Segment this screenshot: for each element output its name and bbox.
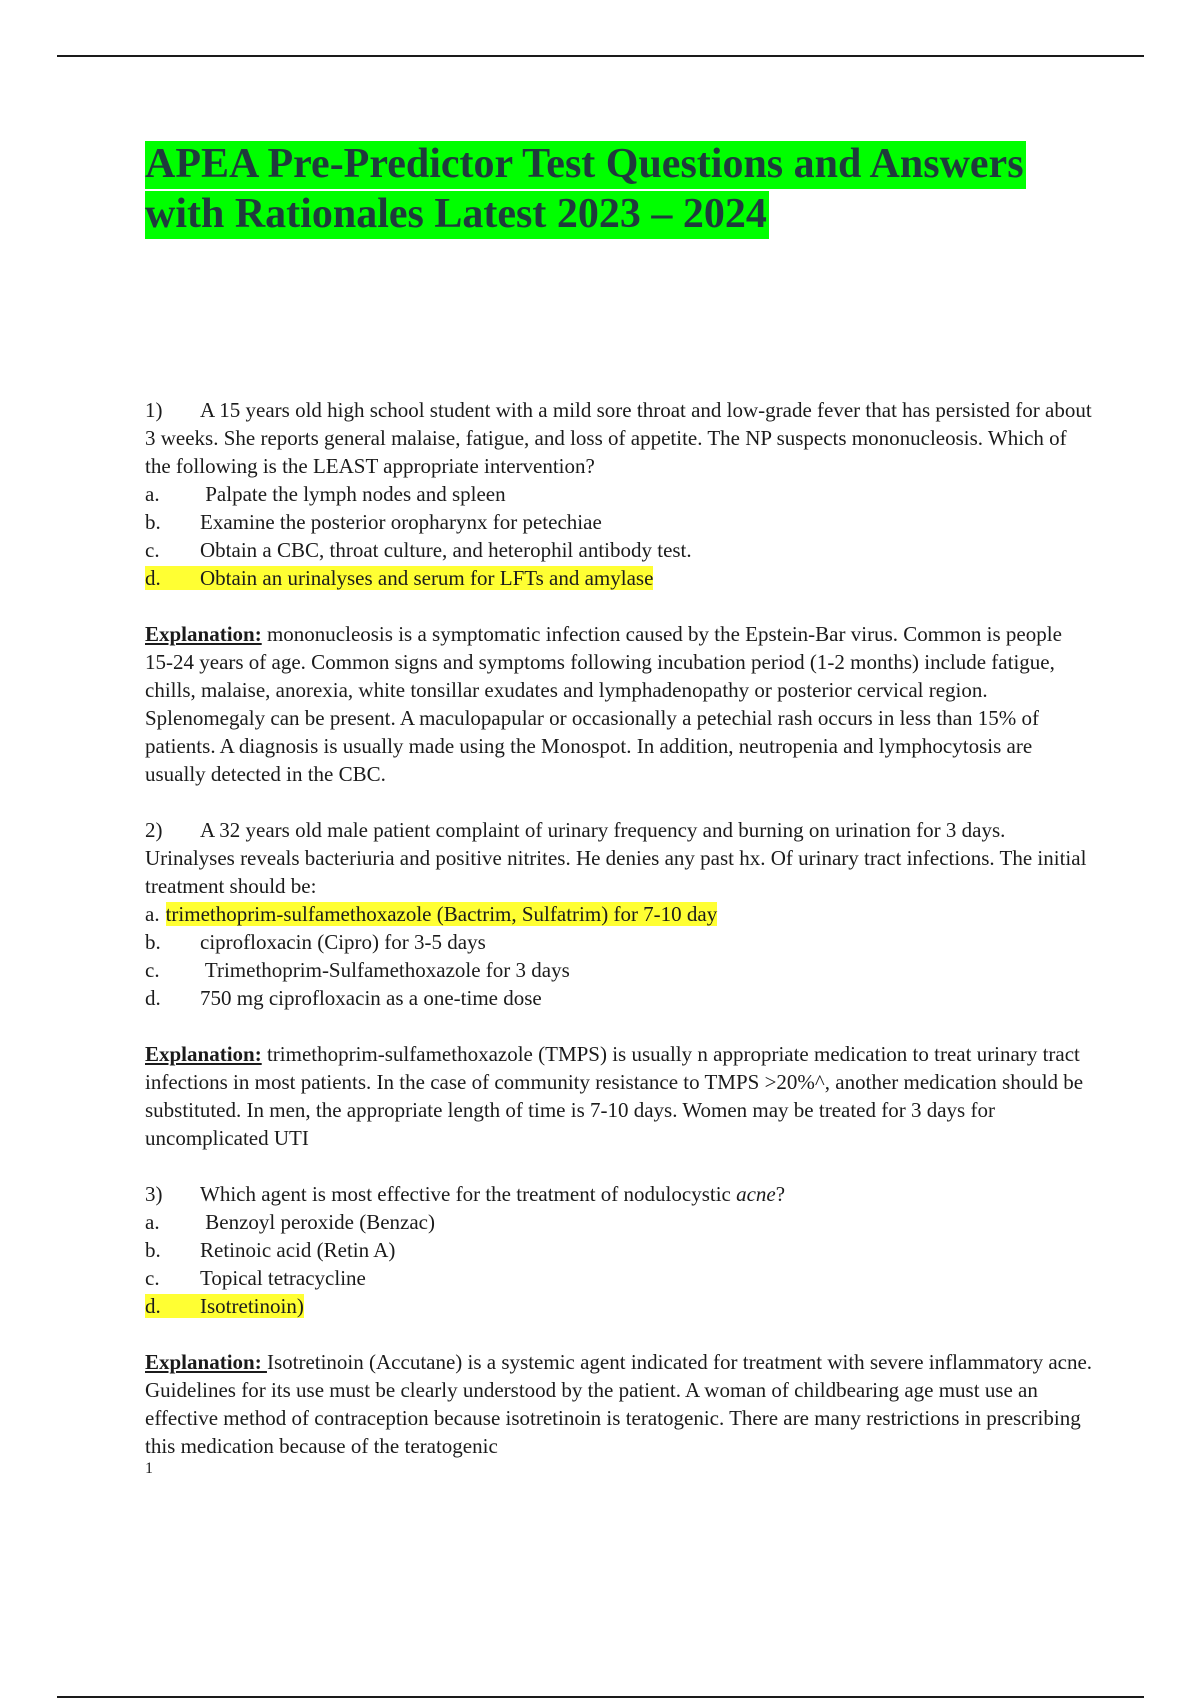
option-a: a. Palpate the lymph nodes and spleen [145, 482, 506, 506]
explanation-text: Isotretinoin (Accutane) is a systemic agent indicated for treatment with severe inflammatory acne. Guidelines for its use must be clearly understood by the patient. A woman of childbearing age must use an effective method of contraception because isotretinoin is teratogenic. There are many restrictions in prescribing this medication because of the teratogenic [145, 1350, 1093, 1458]
bottom-rule [57, 1696, 1144, 1698]
document-title [145, 139, 1105, 239]
option-d: d. 750 mg ciprofloxacin as a one-time dose [145, 986, 542, 1010]
question-stem [145, 816, 1095, 900]
explanation [145, 1040, 1095, 1152]
question-stem [145, 396, 1095, 480]
question-1 [145, 396, 1095, 788]
option-a: a. Benzoyl peroxide (Benzac) [145, 1210, 435, 1234]
page-number: 1 [145, 1460, 153, 1477]
explanation-text: trimethoprim-sulfamethoxazole (TMPS) is usually n appropriate medication to treat urinary tract infections in most patients. In the case of community resistance to TMPS >20%^, another medication should be substituted. In men, the appropriate length of time is 7-10 days. Women may be treated for 3 days for uncomplicated UTI [145, 1042, 1084, 1150]
option-c: c. Trimethoprim-Sulfamethoxazole for 3 days [145, 958, 570, 982]
question-stem: 3) Which agent is most effective for the treatment of nodulocystic acne? [145, 1182, 786, 1206]
explanation [145, 1348, 1095, 1460]
question-number: 3) [145, 1182, 163, 1206]
top-rule [57, 55, 1144, 57]
explanation [145, 620, 1095, 788]
explanation-label: Explanation: [145, 622, 262, 646]
option-b: b. Retinoic acid (Retin A) [145, 1238, 396, 1262]
option-b: b. ciprofloxacin (Cipro) for 3-5 days [145, 930, 486, 954]
option-c: c. Topical tetracycline [145, 1266, 366, 1290]
question-text: A 15 years old high school student with a mild sore throat and low-grade fever that has persisted for about 3 weeks. She reports general malaise, fatigue, and loss of appetite. The NP suspects mononucleosis. Which of the following is the LEAST appropriate intervention? [145, 398, 1092, 478]
option-c: c. Obtain a CBC, throat culture, and heterophil antibody test. [145, 538, 692, 562]
explanation-label: Explanation: [145, 1042, 262, 1066]
document-body [145, 396, 1095, 1478]
question-number: 2) [145, 818, 163, 842]
title-line-1: APEA Pre-Predictor Test Questions and Answers [145, 141, 1024, 187]
question-3 [145, 1180, 1095, 1460]
question-number: 1) [145, 398, 163, 422]
question-text: A 32 years old male patient complaint of urinary frequency and burning on urination for 3 days. Urinalyses reveals bacteriuria and positive nitrites. He denies any past hx. Of urinary tract infections. The initial treatment should be: [145, 818, 1087, 898]
title-line-2: with Rationales Latest 2023 – 2024 [145, 191, 767, 237]
explanation-text: mononucleosis is a symptomatic infection caused by the Epstein-Bar virus. Common is people 15-24 years of age. Common signs and symptoms following incubation period (1-2 months) include fatigue, chills, malaise, anorexia, white tonsillar exudates and lymphadenopathy or posterior cervical region. Splenomegaly can be present. A maculopapular or occasionally a petechial rash occurs in less than 15% of patients. A diagnosis is usually made using the Monospot. In addition, neutropenia and lymphocytosis are usually detected in the CBC. [145, 622, 1062, 786]
option-d-correct: d. Obtain an urinalyses and serum for LFTs and amylase [145, 566, 654, 590]
option-d-correct: d. Isotretinoin) [145, 1294, 304, 1318]
option-a-correct: a. trimethoprim-sulfamethoxazole (Bactrim, Sulfatrim) for 7-10 day [145, 902, 718, 926]
option-b: b. Examine the posterior oropharynx for petechiae [145, 510, 602, 534]
question-2 [145, 816, 1095, 1152]
explanation-label: Explanation: [145, 1350, 267, 1374]
